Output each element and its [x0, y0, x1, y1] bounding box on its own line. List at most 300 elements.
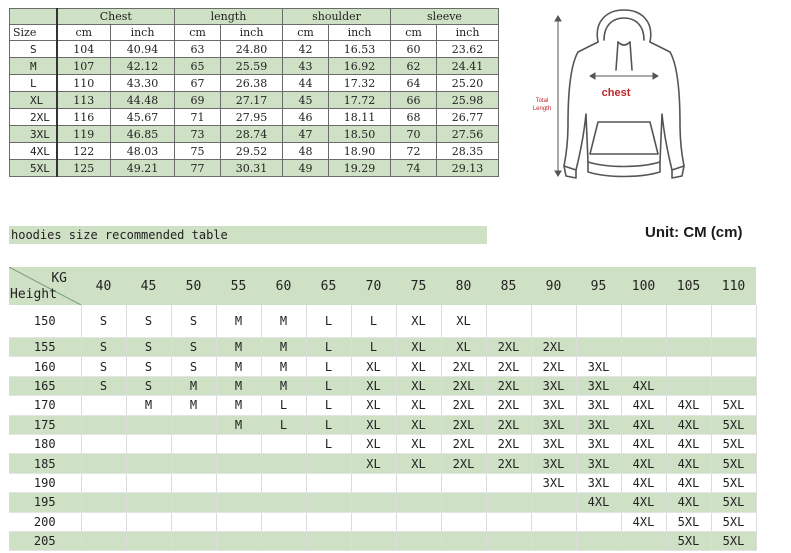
recommended-size-cell: [576, 531, 621, 550]
recommended-size-cell: [171, 434, 216, 453]
size-cell: 5XL: [10, 160, 57, 177]
height-cell: 190: [9, 473, 81, 492]
measurement-cell: 25.59: [221, 58, 283, 75]
recommended-size-cell: 5XL: [666, 512, 711, 531]
recommended-size-cell: [126, 434, 171, 453]
height-row: [9, 396, 756, 415]
recommended-size-cell: L: [306, 338, 351, 357]
weight-header-cell: 65: [306, 267, 351, 305]
recommended-size-cell: XL: [396, 434, 441, 453]
measurement-cell: 28.35: [437, 143, 499, 160]
recommended-size-cell: M: [171, 396, 216, 415]
recommended-size-cell: 5XL: [711, 493, 756, 512]
recommended-size-cell: [81, 531, 126, 550]
recommended-size-cell: [261, 473, 306, 492]
recommended-size-cell: 2XL: [531, 357, 576, 376]
recommended-size-cell: 3XL: [531, 473, 576, 492]
recommended-size-cell: M: [216, 376, 261, 395]
height-row: [9, 493, 756, 512]
recommended-size-cell: M: [261, 376, 306, 395]
size-cell: 2XL: [10, 109, 57, 126]
recommended-size-cell: L: [261, 396, 306, 415]
hoodie-illustration: [528, 4, 708, 189]
recommended-size-cell: [396, 512, 441, 531]
weight-header-cell: 50: [171, 267, 216, 305]
recommended-size-cell: [486, 512, 531, 531]
group-header-shoulder: shoulder: [283, 9, 391, 25]
measurement-cell: 43: [283, 58, 329, 75]
recommended-size-cell: [216, 454, 261, 473]
measurement-cell: 18.11: [329, 109, 391, 126]
recommended-size-cell: S: [171, 338, 216, 357]
recommended-size-cell: [486, 531, 531, 550]
recommended-size-cell: [486, 493, 531, 512]
recommended-size-cell: 3XL: [576, 473, 621, 492]
unit-header: inch: [221, 25, 283, 41]
recommended-size-cell: 3XL: [576, 357, 621, 376]
recommended-size-cell: 5XL: [711, 415, 756, 434]
chest-label: chest: [601, 87, 631, 99]
measurement-cell: 66: [391, 92, 437, 109]
size-cell: XL: [10, 92, 57, 109]
recommended-size-cell: [126, 512, 171, 531]
recommended-size-cell: 3XL: [576, 434, 621, 453]
size-chart-row: [10, 160, 499, 177]
size-chart-group-header: [10, 9, 499, 25]
recommended-size-cell: [351, 473, 396, 492]
measurement-cell: 48: [283, 143, 329, 160]
measurement-cell: 72: [391, 143, 437, 160]
recommended-size-cell: 2XL: [486, 376, 531, 395]
weight-header-cell: 45: [126, 267, 171, 305]
recommended-size-cell: 2XL: [486, 338, 531, 357]
recommended-size-cell: 2XL: [486, 454, 531, 473]
recommended-size-cell: XL: [396, 338, 441, 357]
recommended-size-cell: [666, 357, 711, 376]
height-row: [9, 434, 756, 453]
pocket-outline: [590, 122, 658, 154]
recommended-size-cell: 5XL: [711, 454, 756, 473]
recommended-size-cell: M: [216, 357, 261, 376]
recommended-size-cell: M: [261, 338, 306, 357]
height-cell: 175: [9, 415, 81, 434]
recommended-size-cell: [666, 305, 711, 338]
size-cell: 3XL: [10, 126, 57, 143]
recommended-size-cell: XL: [351, 415, 396, 434]
measurement-cell: 42.12: [111, 58, 175, 75]
height-row: [9, 454, 756, 473]
recommended-size-cell: [81, 415, 126, 434]
recommended-size-cell: 4XL: [576, 493, 621, 512]
recommended-size-cell: 4XL: [621, 512, 666, 531]
recommended-size-cell: L: [306, 415, 351, 434]
recommended-size-cell: 4XL: [621, 493, 666, 512]
unit-header: inch: [329, 25, 391, 41]
height-row: [9, 415, 756, 434]
measurement-cell: 25.20: [437, 75, 499, 92]
measurement-cell: 30.31: [221, 160, 283, 177]
measurement-cell: 25.98: [437, 92, 499, 109]
recommended-size-cell: [126, 454, 171, 473]
recommended-size-cell: 2XL: [441, 376, 486, 395]
recommended-size-cell: [261, 512, 306, 531]
recommended-size-cell: [576, 305, 621, 338]
measurement-cell: 45.67: [111, 109, 175, 126]
recommended-size-cell: S: [126, 376, 171, 395]
measurement-cell: 16.92: [329, 58, 391, 75]
measurement-cell: 29.13: [437, 160, 499, 177]
size-chart-corner: [10, 9, 57, 25]
recommended-size-cell: [261, 493, 306, 512]
measurement-cell: 46: [283, 109, 329, 126]
unit-label: Unit: CM (cm): [645, 224, 743, 241]
recommended-size-cell: [351, 493, 396, 512]
recommended-size-cell: [126, 493, 171, 512]
recommended-size-cell: 2XL: [441, 454, 486, 473]
recommended-size-cell: 4XL: [621, 434, 666, 453]
recommended-size-cell: [216, 434, 261, 453]
recommended-size-cell: S: [81, 338, 126, 357]
height-cell: 205: [9, 531, 81, 550]
measurement-cell: 45: [283, 92, 329, 109]
height-cell: 195: [9, 493, 81, 512]
recommended-size-cell: [216, 493, 261, 512]
recommended-size-cell: [621, 357, 666, 376]
recommended-size-cell: XL: [441, 338, 486, 357]
recommended-size-cell: 2XL: [441, 434, 486, 453]
recommended-size-cell: 5XL: [711, 512, 756, 531]
height-label: Height: [10, 287, 57, 302]
measurement-cell: 47: [283, 126, 329, 143]
recommended-size-cell: XL: [396, 357, 441, 376]
measurement-cell: 26.77: [437, 109, 499, 126]
recommended-size-cell: L: [351, 338, 396, 357]
recommended-size-cell: [621, 531, 666, 550]
weight-header-cell: 55: [216, 267, 261, 305]
recommended-size-cell: XL: [396, 305, 441, 338]
measurement-cell: 65: [175, 58, 221, 75]
recommended-size-cell: 4XL: [621, 396, 666, 415]
measurement-cell: 23.62: [437, 41, 499, 58]
recommended-size-cell: 3XL: [531, 434, 576, 453]
measurement-cell: 77: [175, 160, 221, 177]
measurement-cell: 16.53: [329, 41, 391, 58]
recommended-size-cell: 4XL: [621, 376, 666, 395]
recommended-size-cell: L: [351, 305, 396, 338]
recommended-size-cell: 3XL: [576, 454, 621, 473]
recommended-size-cell: S: [81, 357, 126, 376]
recommended-size-cell: XL: [351, 396, 396, 415]
size-chart-row: [10, 143, 499, 160]
recommended-size-cell: [396, 531, 441, 550]
measurement-cell: 119: [57, 126, 111, 143]
recommended-size-cell: XL: [351, 454, 396, 473]
recommended-size-cell: S: [171, 305, 216, 338]
recommended-size-cell: [261, 454, 306, 473]
weight-header-cell: 60: [261, 267, 306, 305]
measurement-cell: 24.80: [221, 41, 283, 58]
measurement-cell: 73: [175, 126, 221, 143]
recommended-size-cell: [261, 434, 306, 453]
total-length-label-1: Total: [535, 98, 549, 104]
size-cell: S: [10, 41, 57, 58]
recommended-size-cell: 4XL: [666, 493, 711, 512]
recommended-size-cell: [306, 454, 351, 473]
recommended-size-cell: L: [306, 305, 351, 338]
recommended-size-cell: 3XL: [576, 396, 621, 415]
recommended-size-cell: [216, 473, 261, 492]
recommended-size-cell: [441, 493, 486, 512]
height-cell: 160: [9, 357, 81, 376]
recommended-size-cell: [81, 454, 126, 473]
recommended-size-cell: 2XL: [441, 357, 486, 376]
recommended-size-cell: 3XL: [531, 415, 576, 434]
height-row: [9, 531, 756, 550]
recommended-size-cell: [306, 531, 351, 550]
recommended-size-cell: M: [261, 305, 306, 338]
recommended-size-cell: [171, 415, 216, 434]
recommended-size-cell: M: [216, 396, 261, 415]
caption-bar: hoodies size recommended table: [9, 226, 487, 244]
recommended-size-cell: [396, 493, 441, 512]
recommended-size-cell: XL: [351, 434, 396, 453]
group-header-chest: Chest: [57, 9, 175, 25]
recommended-size-cell: XL: [396, 454, 441, 473]
height-cell: 180: [9, 434, 81, 453]
recommended-size-cell: [306, 473, 351, 492]
recommended-size-cell: 2XL: [486, 415, 531, 434]
recommended-size-cell: 4XL: [666, 415, 711, 434]
measurement-cell: 42: [283, 41, 329, 58]
height-cell: 185: [9, 454, 81, 473]
recommended-size-cell: [666, 338, 711, 357]
weight-header-row: [9, 267, 756, 305]
size-cell: 4XL: [10, 143, 57, 160]
recommended-size-cell: 4XL: [666, 434, 711, 453]
weight-header-cell: 95: [576, 267, 621, 305]
measurement-cell: 43.30: [111, 75, 175, 92]
recommended-size-cell: [441, 531, 486, 550]
recommended-size-cell: [306, 493, 351, 512]
height-row: [9, 357, 756, 376]
recommended-size-cell: [81, 396, 126, 415]
recommended-size-cell: [711, 305, 756, 338]
recommended-size-cell: 4XL: [666, 473, 711, 492]
height-row: [9, 338, 756, 357]
recommended-size-cell: [81, 473, 126, 492]
measurement-cell: 19.29: [329, 160, 391, 177]
measurement-cell: 27.17: [221, 92, 283, 109]
measurement-cell: 44: [283, 75, 329, 92]
recommended-size-cell: 3XL: [531, 376, 576, 395]
measurement-cell: 71: [175, 109, 221, 126]
corner-cell: [9, 267, 81, 305]
recommended-size-cell: [576, 338, 621, 357]
measurement-cell: 49.21: [111, 160, 175, 177]
size-column-header: Size: [10, 25, 57, 41]
recommended-size-cell: [441, 473, 486, 492]
measurement-cell: 110: [57, 75, 111, 92]
recommended-size-cell: L: [306, 396, 351, 415]
recommended-size-cell: 4XL: [666, 396, 711, 415]
recommended-size-cell: [486, 305, 531, 338]
recommended-size-cell: [486, 473, 531, 492]
recommended-size-cell: [351, 531, 396, 550]
measurement-cell: 28.74: [221, 126, 283, 143]
recommended-size-cell: [531, 531, 576, 550]
recommended-size-cell: 2XL: [486, 357, 531, 376]
weight-header-cell: 100: [621, 267, 666, 305]
recommended-size-cell: M: [261, 357, 306, 376]
measurement-cell: 62: [391, 58, 437, 75]
measurement-cell: 18.90: [329, 143, 391, 160]
recommended-size-cell: 2XL: [531, 338, 576, 357]
measurement-cell: 49: [283, 160, 329, 177]
weight-header-cell: 90: [531, 267, 576, 305]
recommended-size-cell: [666, 376, 711, 395]
weight-header-cell: 75: [396, 267, 441, 305]
recommended-size-cell: S: [171, 357, 216, 376]
recommended-size-cell: S: [126, 338, 171, 357]
size-chart-row: [10, 126, 499, 143]
recommended-size-cell: [531, 493, 576, 512]
weight-header-cell: 110: [711, 267, 756, 305]
body-outline: [564, 42, 684, 170]
recommended-size-cell: [261, 531, 306, 550]
recommended-size-cell: [126, 473, 171, 492]
size-cell: M: [10, 58, 57, 75]
measurement-cell: 27.95: [221, 109, 283, 126]
measurement-cell: 68: [391, 109, 437, 126]
recommended-size-cell: XL: [351, 357, 396, 376]
recommended-size-cell: 5XL: [711, 531, 756, 550]
recommended-size-cell: [621, 305, 666, 338]
measurement-cell: 116: [57, 109, 111, 126]
measurement-cell: 63: [175, 41, 221, 58]
measurement-cell: 17.72: [329, 92, 391, 109]
recommended-size-cell: 4XL: [621, 454, 666, 473]
unit-header: inch: [437, 25, 499, 41]
height-row: [9, 512, 756, 531]
recommended-size-cell: M: [216, 305, 261, 338]
weight-header-cell: 85: [486, 267, 531, 305]
measurement-cell: 17.32: [329, 75, 391, 92]
recommended-size-cell: [711, 357, 756, 376]
size-chart-unit-header: [10, 25, 499, 41]
hood-outline: [597, 10, 651, 42]
height-cell: 150: [9, 305, 81, 338]
measurement-cell: 67: [175, 75, 221, 92]
size-chart-row: [10, 109, 499, 126]
recommended-size-cell: [81, 434, 126, 453]
recommended-size-cell: [81, 512, 126, 531]
recommended-size-cell: [171, 454, 216, 473]
measurement-cell: 69: [175, 92, 221, 109]
size-chart-row: [10, 58, 499, 75]
size-cell: L: [10, 75, 57, 92]
measurement-cell: 125: [57, 160, 111, 177]
recommended-size-cell: S: [126, 305, 171, 338]
size-recommendation-table: [9, 267, 757, 551]
measurement-cell: 27.56: [437, 126, 499, 143]
height-cell: 165: [9, 376, 81, 395]
recommended-size-cell: [216, 531, 261, 550]
weight-header-cell: 40: [81, 267, 126, 305]
measurement-cell: 44.48: [111, 92, 175, 109]
recommended-size-cell: [576, 512, 621, 531]
recommended-size-cell: M: [216, 338, 261, 357]
unit-header: cm: [391, 25, 437, 41]
recommended-size-cell: 2XL: [486, 396, 531, 415]
group-header-sleeve: sleeve: [391, 9, 499, 25]
recommended-size-cell: [396, 473, 441, 492]
recommended-size-cell: 3XL: [531, 454, 576, 473]
measurement-cell: 104: [57, 41, 111, 58]
size-chart-row: [10, 75, 499, 92]
weight-header-cell: 105: [666, 267, 711, 305]
recommended-size-cell: 4XL: [621, 415, 666, 434]
measurement-cell: 26.38: [221, 75, 283, 92]
recommended-size-cell: M: [126, 396, 171, 415]
recommended-size-cell: 5XL: [711, 473, 756, 492]
recommended-size-cell: [531, 512, 576, 531]
recommended-size-cell: 5XL: [711, 396, 756, 415]
recommended-size-cell: 5XL: [711, 434, 756, 453]
measurement-cell: 18.50: [329, 126, 391, 143]
group-header-length: length: [175, 9, 283, 25]
measurement-cell: 40.94: [111, 41, 175, 58]
recommended-size-cell: [621, 338, 666, 357]
recommended-size-cell: 3XL: [576, 415, 621, 434]
kg-label: KG: [51, 271, 67, 286]
recommended-size-cell: [81, 493, 126, 512]
measurement-cell: 48.03: [111, 143, 175, 160]
recommended-size-cell: [306, 512, 351, 531]
recommended-size-cell: [171, 531, 216, 550]
recommended-size-cell: L: [306, 376, 351, 395]
recommended-size-cell: M: [216, 415, 261, 434]
recommended-size-cell: S: [81, 305, 126, 338]
recommended-size-cell: 3XL: [576, 376, 621, 395]
measurement-cell: 122: [57, 143, 111, 160]
recommended-size-cell: L: [306, 357, 351, 376]
recommended-size-cell: 2XL: [486, 434, 531, 453]
recommended-size-cell: [711, 338, 756, 357]
recommended-size-cell: L: [261, 415, 306, 434]
height-cell: 155: [9, 338, 81, 357]
size-chart-row: [10, 92, 499, 109]
measurement-cell: 29.52: [221, 143, 283, 160]
measurement-cell: 107: [57, 58, 111, 75]
weight-header-cell: 80: [441, 267, 486, 305]
recommended-size-cell: XL: [441, 305, 486, 338]
measurement-cell: 74: [391, 160, 437, 177]
recommended-size-cell: [126, 531, 171, 550]
recommended-size-cell: [711, 376, 756, 395]
recommended-size-cell: [171, 473, 216, 492]
measurement-cell: 60: [391, 41, 437, 58]
measurement-cell: 75: [175, 143, 221, 160]
recommended-size-cell: S: [81, 376, 126, 395]
measurement-cell: 70: [391, 126, 437, 143]
total-length-label-2: Length: [532, 106, 552, 112]
height-cell: 170: [9, 396, 81, 415]
unit-header: cm: [175, 25, 221, 41]
recommended-size-cell: 3XL: [531, 396, 576, 415]
recommended-size-cell: [171, 512, 216, 531]
unit-header: cm: [57, 25, 111, 41]
measurement-cell: 46.85: [111, 126, 175, 143]
